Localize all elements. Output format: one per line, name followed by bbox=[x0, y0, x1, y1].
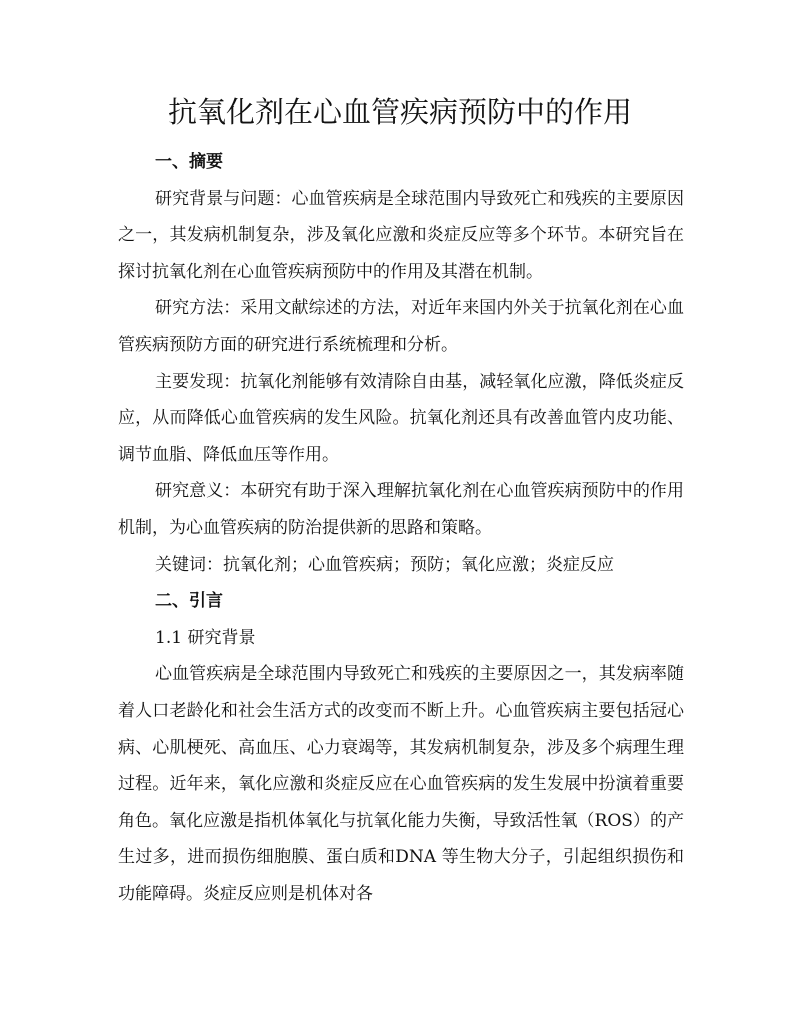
abstract-background-paragraph: 研究背景与问题：心血管疾病是全球范围内导致死亡和残疾的主要原因之一，其发病机制复杂，涉及氧化应激和炎症反应等多个环节。本研究旨在探讨抗氧化剂在心血管疾病预防中的作用及其潜在机制。 bbox=[118, 188, 684, 282]
document-body bbox=[118, 144, 684, 912]
subsection-heading-research-background: 1.1 研究背景 bbox=[155, 627, 256, 648]
abstract-findings-paragraph: 主要发现：抗氧化剂能够有效清除自由基，减轻氧化应激，降低炎症反应，从而降低心血管疾病的发生风险。抗氧化剂还具有改善血管内皮功能、调节血脂、降低血压等作用。 bbox=[118, 371, 684, 465]
research-background-paragraph: 心血管疾病是全球范围内导致死亡和残疾的主要原因之一，其发病率随着人口老龄化和社会生活方式的改变而不断上升。心血管疾病主要包括冠心病、心肌梗死、高血压、心力衰竭等，其发病机制复杂，涉及多个病理生理过程。近年来，氧化应激和炎症反应在心血管疾病的发生发展中扮演着重要角色。氧化应激是指机体氧化与抗氧化能力失衡，导致活性氧（ROS）的产生过多，进而损伤细胞膜、蛋白质和DNA 等生物大分子，引起组织损伤和功能障碍。炎症反应则是机体对各 bbox=[118, 664, 684, 904]
document-title: 抗氧化剂在心血管疾病预防中的作用 bbox=[167, 95, 632, 129]
keywords-line: 关键词：抗氧化剂；心血管疾病；预防；氧化应激；炎症反应 bbox=[155, 554, 614, 575]
section-heading-introduction: 二、引言 bbox=[155, 591, 223, 612]
abstract-significance-paragraph: 研究意义：本研究有助于深入理解抗氧化剂在心血管疾病预防中的作用机制，为心血管疾病的防治提供新的思路和策略。 bbox=[118, 481, 684, 538]
section-heading-abstract: 一、摘要 bbox=[155, 152, 223, 172]
abstract-methods-paragraph: 研究方法：采用文献综述的方法，对近年来国内外关于抗氧化剂在心血管疾病预防方面的研究进行系统梳理和分析。 bbox=[118, 298, 684, 355]
